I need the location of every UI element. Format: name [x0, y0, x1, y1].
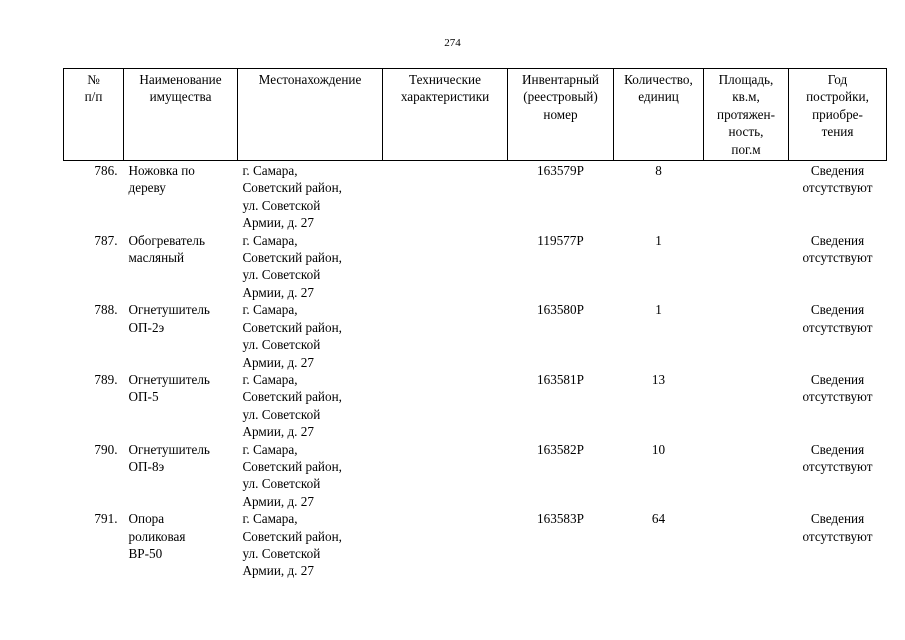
header-quantity: Количество, единиц	[614, 69, 704, 161]
table-row	[64, 371, 887, 441]
row-year: Сведения отсутствуют	[802, 441, 873, 474]
row-area	[704, 371, 789, 441]
row-number: 788.	[94, 302, 118, 318]
row-area	[704, 232, 789, 302]
row-inventory: 163583Р	[537, 511, 584, 527]
header-year: Год постройки, приобре- тения	[789, 69, 887, 161]
row-name: Опора роликовая ВР-50	[128, 511, 186, 561]
row-technical	[383, 161, 508, 232]
row-name: Огнетушитель ОП-2э	[128, 302, 210, 335]
row-name: Ножовка по дереву	[128, 163, 195, 196]
table-row	[64, 161, 887, 232]
row-area	[704, 161, 789, 232]
table-row	[64, 232, 887, 302]
header-name: Наименование имущества	[124, 69, 238, 161]
row-year: Сведения отсутствуют	[802, 232, 873, 266]
row-name: Огнетушитель ОП-5	[128, 371, 210, 405]
table-row	[64, 441, 887, 511]
row-inventory: 163582Р	[537, 441, 584, 457]
row-number: 790.	[94, 441, 118, 457]
row-location: г. Самара, Советский район, ул. Советской Армии, д. 27	[242, 371, 342, 440]
row-technical	[383, 371, 508, 441]
page-number: 274	[444, 37, 461, 49]
header-location: Местонахождение	[238, 69, 383, 161]
row-year: Сведения отсутствуют	[802, 302, 873, 335]
table-row	[64, 301, 887, 371]
row-location: г. Самара, Советский район, ул. Советской Армии, д. 27	[242, 511, 342, 579]
row-inventory: 163580Р	[537, 302, 584, 318]
header-area: Площадь, кв.м, протяжен- ность, пог.м	[704, 69, 789, 161]
row-number: 786.	[94, 163, 118, 179]
row-number: 791.	[94, 511, 118, 527]
header-inventory: Инвентарный (реестровый) номер	[508, 69, 614, 161]
row-quantity: 1	[655, 232, 662, 248]
row-inventory: 119577Р	[537, 232, 584, 248]
row-technical	[383, 510, 508, 580]
row-number: 789.	[94, 371, 118, 387]
header-technical: Технические характеристики	[383, 69, 508, 161]
row-year: Сведения отсутствуют	[802, 163, 873, 196]
row-year: Сведения отсутствуют	[802, 371, 873, 405]
row-area	[704, 510, 789, 580]
row-area	[704, 441, 789, 511]
header-number: № п/п	[64, 69, 124, 161]
row-quantity: 64	[651, 511, 666, 527]
row-year: Сведения отсутствуют	[802, 511, 873, 544]
property-table	[63, 68, 887, 580]
row-name: Обогреватель масляный	[128, 232, 205, 266]
row-location: г. Самара, Советский район, ул. Советской Армии, д. 27	[242, 302, 342, 370]
row-location: г. Самара, Советский район, ул. Советской Армии, д. 27	[242, 163, 342, 231]
row-location: г. Самара, Советский район, ул. Советской Армии, д. 27	[242, 441, 342, 509]
row-technical	[383, 441, 508, 511]
row-quantity: 8	[655, 163, 662, 179]
row-technical	[383, 301, 508, 371]
row-number: 787.	[94, 232, 118, 248]
row-quantity: 10	[651, 441, 666, 457]
table-row	[64, 510, 887, 580]
row-area	[704, 301, 789, 371]
table-header-row	[64, 69, 887, 161]
row-location: г. Самара, Советский район, ул. Советской Армии, д. 27	[242, 232, 342, 300]
row-quantity: 1	[655, 302, 662, 318]
row-quantity: 13	[651, 371, 666, 387]
row-inventory: 163581Р	[537, 371, 584, 387]
row-name: Огнетушитель ОП-8э	[128, 441, 210, 474]
row-inventory: 163579Р	[537, 163, 584, 179]
row-technical	[383, 232, 508, 302]
